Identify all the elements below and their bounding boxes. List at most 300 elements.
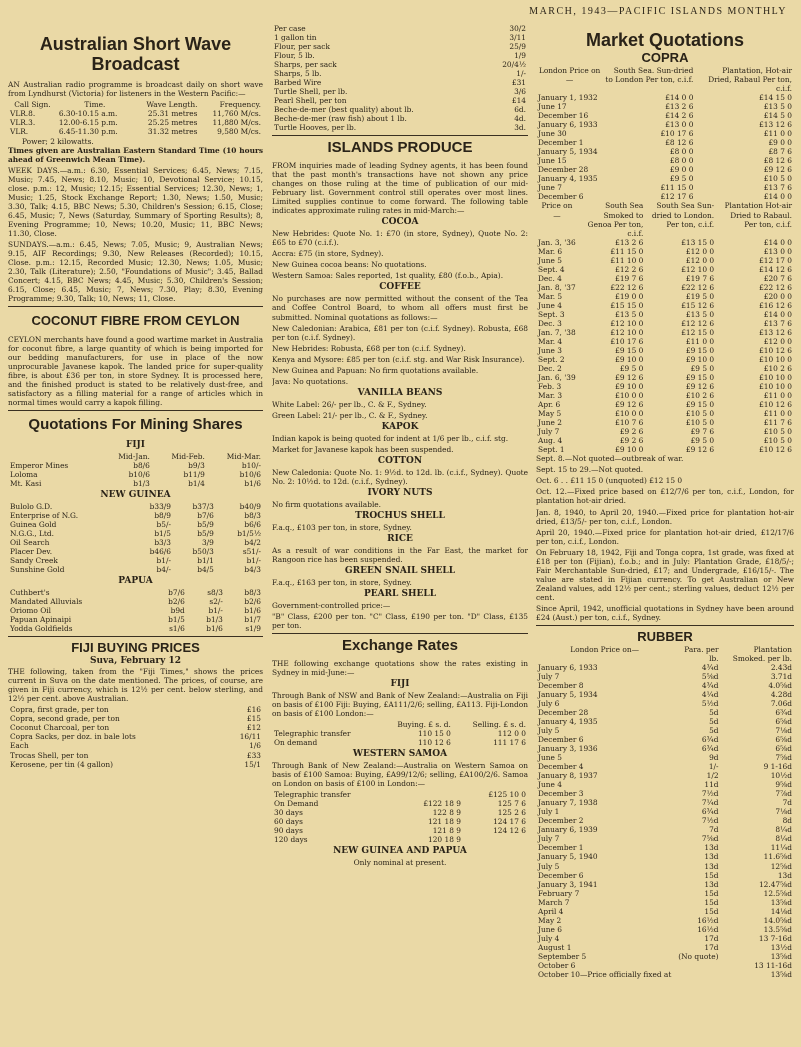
copra2-cell: £12 10 0 [610, 327, 644, 337]
running-title: MARCH, 1943—PACIFIC ISLANDS MONTHLY [529, 6, 787, 17]
mining-ng-cell: Oil Search [10, 538, 50, 548]
mining-ng-row [8, 529, 263, 538]
copra2-cell: £9 15 0 [685, 400, 715, 410]
mining-ng-cell: Sunshine Gold [10, 565, 65, 575]
shortwave-cell: 31.32 metres [147, 127, 198, 137]
copra2-cell: £10 2 6 [685, 391, 715, 401]
copra2-header [536, 201, 794, 237]
copra2-row [536, 328, 794, 337]
exchange-ws-row [272, 808, 528, 817]
copra2-row [536, 337, 794, 346]
copra1-cell: £8 0 0 [669, 156, 694, 166]
mining-table-fiji [8, 452, 263, 488]
copra1-cell: December 6 [538, 192, 584, 202]
fiji-prices-row [8, 741, 263, 750]
copra2-cell: £11 15 0 [610, 246, 644, 256]
rubber-cell: 13½d [770, 942, 792, 952]
copra2-cell: £13 7 6 [763, 318, 792, 328]
produce-text: Western Samoa: Sales reported, 1st quality, £80 (f.o.b., Apia). [272, 271, 504, 281]
copra2-cell: £12 10 0 [610, 318, 644, 328]
copra1-row [536, 156, 794, 165]
copra2-row [536, 238, 794, 247]
rubber-cell: January 5, 1940 [538, 852, 598, 862]
islands-produce-title: ISLANDS PRODUCE [327, 139, 473, 157]
copra2-cell: Dec. 2 [538, 364, 562, 374]
exchange-fiji-col-header: Selling. £ s. d. [472, 719, 526, 729]
rubber-cell: 6⅝d [775, 735, 792, 745]
exchange-fiji-row [272, 738, 528, 747]
fiji-prices-row [8, 723, 263, 732]
mining-ng-cell: s51/- [242, 547, 261, 557]
copra2-cell: Dec. 3 [538, 318, 562, 328]
copra2-cell: Mar. 5 [538, 291, 563, 301]
prices-top-cell: £14 [511, 96, 526, 106]
copra1-row [536, 174, 794, 183]
rubber-cell: 13⅝d [770, 951, 792, 961]
copra1-cell: £10 5 0 [763, 174, 792, 184]
exchange-ws-row [272, 790, 528, 799]
rubber-cell: December 6 [538, 735, 584, 745]
copra2-row [536, 427, 794, 436]
rubber-cell: 17d [704, 933, 719, 943]
fiji-prices-cell: Coconut Charcoal, per ton [10, 723, 110, 733]
rubber-cell: 6¾d [701, 744, 719, 754]
rubber-row [536, 690, 794, 699]
copra2-cell: £9 2 6 [619, 436, 644, 446]
rubber-cell: 13⅝d [770, 969, 792, 979]
rubber-cell: July 5 [538, 861, 560, 871]
exchange-fiji-heading: FIJI [390, 678, 410, 689]
market-title: Market Quotations [585, 30, 745, 50]
copra2-cell: Apr. 6 [538, 400, 561, 410]
rubber-row [536, 889, 794, 898]
copra1-cell: £13 0 0 [665, 120, 694, 130]
copra2-cell: £22 12 6 [759, 282, 792, 292]
mining-ng-cell: b4/- [156, 565, 171, 575]
mining-papua-cell: s1/6 [169, 624, 185, 634]
prices-top-row [272, 96, 528, 105]
rubber-cell: January 5, 1934 [538, 689, 598, 699]
mining-fiji-cell: b9/3 [188, 460, 205, 470]
mining-papua-cell: b1/6 [244, 606, 261, 616]
produce-heading: TROCHUS SHELL [355, 510, 445, 521]
rubber-cell: August 1 [538, 942, 572, 952]
rubber-cell: January 3, 1936 [538, 744, 598, 754]
mining-fiji-cell: b1/4 [188, 479, 205, 489]
copra2-cell: £16 12 6 [759, 300, 792, 310]
exchange-fiji-row [272, 729, 528, 738]
mining-papua-cell: Cuthbert's [10, 588, 50, 598]
prices-top-cell: Per case [274, 24, 306, 33]
rubber-row [536, 672, 794, 681]
exchange-fiji-header [272, 720, 528, 729]
prices-top-cell: 3d. [514, 123, 526, 133]
shortwave-cell: VLR.8. [10, 109, 36, 119]
prices-top-cell: 1 gallon tin [274, 33, 317, 43]
copra2-row [536, 409, 794, 418]
mining-ng-row [8, 547, 263, 556]
shortwave-weekdays: WEEK DAYS.—a.m.: 6.30, Essential Services; 6.45, News; 7.15, Music; 7.45, News; 8.10, Music; 10, Devotional Service; 10.15, close. p.m.: 12, Music; 12.15; Essential Services; 12.30, News; 1, Music; 1.25, Stock Exchange Report; 1.30, News; 1.50, Music; 3.30, Talk; 4.15, BBC News; 5.30, Children's Session; 6.15, Close; 6.45, Music; 7, News (Saturday, Summary of Sporting Results); 8, Evening Programme; 10, News; 10.20, Music; 11, BBC News; 11.30, Close. [8, 165, 263, 238]
copra2-cell: £10 17 6 [610, 336, 644, 346]
rubber-row [536, 753, 794, 762]
exchange-ws-cell [463, 835, 528, 844]
rubber-cell: 7½d [701, 789, 719, 799]
produce-heading: PEARL SHELL [363, 588, 437, 599]
rubber-row [536, 852, 794, 861]
shortwave-row [8, 118, 263, 127]
prices-top-cell: Beche-de-mer (best quality) about lb. [274, 105, 414, 115]
rubber-cell: 15d [704, 897, 719, 907]
copra1-col-header: South Sea. Sun-dried to London Per ton, c.i.f. [605, 66, 694, 85]
shortwave-cell: 11,760 M/cs. [212, 109, 261, 119]
mining-fiji-cell: b1/3 [133, 479, 150, 489]
rubber-cell: 8d [782, 816, 792, 826]
rubber-cell: June 5 [538, 753, 562, 763]
exchange-ws-row [272, 826, 528, 835]
exchange-ws-cell: 125 7 6 [497, 799, 526, 809]
copra1-cell: December 1 [538, 138, 584, 148]
copra1-cell: December 28 [538, 165, 589, 175]
produce-text: No firm quotations available. [272, 499, 382, 509]
copra2-cell: £12 0 0 [685, 246, 715, 256]
prices-top-cell: Beche-de-mer (raw fish) about 1 lb. [274, 114, 407, 124]
copra2-cell: £9 12 6 [685, 382, 715, 392]
mining-ng-row [8, 502, 263, 511]
copra1-cell: £14 0 0 [763, 192, 792, 202]
mining-papua-cell: b1/3 [206, 615, 223, 625]
rubber-cell: 7¼d [701, 798, 719, 808]
produce-heading: RICE [387, 533, 413, 544]
rubber-cell: 6¾d [701, 735, 719, 745]
mining-papua-cell: b1/6 [206, 624, 223, 634]
copra-note: Sept. 8.—Not quoted—outbreak of war. [536, 454, 684, 464]
produce-text: New Caledonia: Quote No. 1: 9½d. to 12d. lb. (c.i.f., Sydney). Quote No. 2: 10½d. to 12d. (c.i.f., Sydney). [272, 467, 528, 486]
exchange-ws-row [272, 835, 528, 844]
prices-top-cell: Turtle Shell, per lb. [274, 87, 348, 97]
rubber-cell: 13d [704, 861, 719, 871]
rubber-cell: March 7 [538, 897, 570, 907]
copra2-cell: £12 2 6 [615, 264, 644, 274]
mining-ng-row [8, 565, 263, 574]
produce-text: New Hebrides: Robusta, £68 per ton (c.i.f. Sydney). [272, 343, 466, 353]
produce-text: White Label: 26/- per lb., C. & F., Sydney. [272, 399, 427, 409]
rubber-cell: June 4 [538, 780, 562, 790]
rubber-cell: December 28 [538, 707, 589, 717]
rubber-col-header: Para. per lb. [684, 644, 719, 663]
copra2-cell: Feb. 3 [538, 382, 562, 392]
exchange-ws-cell: Telegraphic transfer [274, 790, 351, 799]
produce-heading: IVORY NUTS [367, 487, 433, 498]
rubber-cell: December 3 [538, 789, 584, 799]
copra1-cell: £13 12 6 [759, 120, 792, 130]
rubber-cell: 7d [782, 798, 792, 808]
mining-ng-cell: b40/9 [239, 502, 261, 512]
copra-note: Jan. 8, 1940, to April 20, 1940.—Fixed price for plantation hot-air dried, £13/5/- per ton, c.i.f., London. [536, 507, 794, 526]
shortwave-header [8, 100, 263, 109]
copra1-cell: January 1, 1932 [538, 93, 598, 103]
copra-note: Oct. 12.—Fixed price based on £12/7/6 per ton, c.i.f., London, for plantation hot-air dried. [536, 487, 794, 506]
mining-fiji-cell: Loloma [10, 470, 38, 479]
copra2-cell: £9 15 0 [685, 345, 715, 355]
copra2-row [536, 445, 794, 454]
rubber-cell: 3.71d [770, 671, 792, 681]
mining-ng-cell: Placer Dev. [10, 547, 53, 557]
copra1-row [536, 165, 794, 174]
copra2-cell: £9 12 6 [615, 373, 644, 383]
fiji-prices-cell: £12 [246, 723, 261, 733]
prices-top-cell: Sharps, per sack [274, 60, 337, 70]
mining-fiji-cell: b10/6 [239, 470, 261, 479]
copra2-row [536, 265, 794, 274]
rubber-row [536, 780, 794, 789]
mining-fiji-col-header: Mid-Feb. [171, 451, 205, 461]
produce-text: Green Label: 21/- per lb., C. & F., Sydney. [272, 410, 428, 420]
mining-ng-row [8, 538, 263, 547]
copra2-cell: £14 12 6 [759, 264, 792, 274]
copra2-cell: Jan. 8, '37 [538, 282, 576, 292]
mining-ng-cell: b4/2 [244, 538, 261, 548]
rubber-row [536, 952, 794, 961]
copra1-cell: June 7 [538, 183, 562, 193]
rubber-cell: July 7 [538, 834, 560, 844]
copra2-cell: £10 5 0 [763, 436, 792, 446]
fiji-prices-cell: Kerosene, per tin (4 gallon) [10, 759, 113, 769]
mining-ng-cell: b1/5½ [237, 529, 261, 539]
prices-top-row [272, 114, 528, 123]
mining-ng-cell: b1/1 [197, 556, 214, 566]
rubber-row [536, 735, 794, 744]
copra2-row [536, 400, 794, 409]
produce-text: New Guinea cocoa beans: No quotations. [272, 260, 427, 270]
prices-top-cell: 20/4½ [502, 60, 526, 70]
shortwave-row [8, 109, 263, 118]
copra1-cell: £8 0 0 [669, 147, 694, 157]
exchange-ws-row [272, 799, 528, 808]
copra1-cell: £14 15 0 [759, 93, 792, 103]
mining-papua-cell: b2/6 [244, 597, 261, 607]
copra1-cell: £13 5 0 [763, 102, 792, 112]
mining-papua-cell: s1/9 [245, 624, 261, 634]
rubber-cell: July 6 [538, 698, 560, 708]
rubber-row [536, 934, 794, 943]
exchange-ws-cell: On Demand [274, 799, 319, 809]
rubber-row [536, 880, 794, 889]
copra2-cell: Jan. 7, '38 [538, 327, 576, 337]
exchange-ws-cell: 122 8 9 [432, 808, 461, 818]
copra2-cell: May 5 [538, 409, 562, 419]
prices-top-cell: Sharps, 5 lb. [274, 69, 322, 79]
copra1-cell: £9 12 6 [763, 165, 792, 175]
rubber-cell [673, 961, 720, 970]
rubber-cell [673, 970, 720, 979]
copra2-cell: Dec. 4 [538, 273, 562, 283]
rubber-row [536, 807, 794, 816]
copra-note: April 20, 1940.—Fixed price for plantation hot-air dried, £12/17/6 per ton, c.i.f., London. [536, 527, 794, 546]
exchange-fiji-cell: On demand [274, 737, 318, 747]
prices-top-cell: Flour, 5 lb. [274, 51, 315, 61]
rubber-cell: January 6, 1933 [538, 662, 598, 672]
mining-fiji-col-header: Mid-Jan. [118, 451, 150, 461]
rubber-cell: 5⅝d [701, 671, 719, 681]
copra2-cell: £12 0 0 [685, 255, 715, 265]
exchange-ws-heading: WESTERN SAMOA [352, 748, 448, 759]
rubber-cell: April 4 [538, 906, 564, 916]
copra1-row [536, 93, 794, 102]
copra2-cell: June 5 [538, 255, 562, 265]
fiji-prices-cell: Each [10, 741, 29, 751]
rubber-cell: 14⅛d [770, 906, 792, 916]
rubber-row [536, 789, 794, 798]
rubber-cell: 15d [704, 888, 719, 898]
rubber-cell: 11.6⅝d [763, 852, 792, 862]
mining-papua-cell: Mandated Alluvials [10, 597, 83, 607]
rubber-cell: 7⅝d [701, 834, 719, 844]
rubber-row [536, 762, 794, 771]
copra2-cell: £12 10 0 [681, 264, 715, 274]
mining-ng-row [8, 556, 263, 565]
copra1-cell: £14 0 0 [665, 93, 694, 103]
copra2-cell: £9 5 0 [690, 436, 715, 446]
rubber-row [536, 726, 794, 735]
mining-papua-heading: PAPUA [118, 576, 153, 587]
shortwave-power: Power; 2 kilowatts. [22, 136, 94, 146]
rubber-cell: 13 7-16d [758, 933, 792, 943]
copra2-cell: £13 12 6 [759, 327, 792, 337]
rubber-cell: 13d [777, 870, 792, 880]
copra2-cell: £19 7 6 [685, 273, 715, 283]
exchange-ws-cell: 121 8 9 [432, 826, 461, 836]
column-middle [272, 24, 528, 1042]
rubber-row [536, 798, 794, 807]
shortwave-cell: 6.45-11.30 p.m. [58, 127, 118, 137]
copra1-cell: £10 17 6 [660, 129, 694, 139]
rubber-cell: July 1 [538, 807, 560, 817]
exchange-ngp-heading: NEW GUINEA AND PAPUA [333, 846, 467, 857]
prices-top-cell: 25/9 [509, 42, 526, 52]
shortwave-table [8, 100, 263, 136]
mining-papua-cell: Papuan Apinaipi [10, 615, 72, 625]
exchange-ws-cell: 90 days [274, 826, 303, 836]
copra2-row [536, 391, 794, 400]
copra2-row [536, 418, 794, 427]
rubber-cell: January 7, 1938 [538, 798, 598, 808]
copra-table-1 [536, 66, 794, 201]
prices-top-cell: Turtle Hooves, per lb. [274, 123, 357, 133]
mining-fiji-col-header [8, 452, 100, 461]
fiji-prices-cell: £15 [246, 714, 261, 724]
rubber-row [536, 898, 794, 907]
rubber-cell: 7½d [701, 816, 719, 826]
rubber-cell: January 4, 1935 [538, 717, 598, 726]
exchange-fiji-cell: 112 0 0 [497, 728, 526, 738]
copra-note: On February 18, 1942, Fiji and Tonga copra, 1st grade, was fixed at £18 per ton (Fijian), f.o.b.; and in July: Plantation Grade, £18/5/-; Fair Merchantable Sun-dried, £17; and Undergrade, £16/15/-. The value are stated in Fijian currency. To get Australian or New Zealand values, add 12½ per cent.; sterling values, deduct 12½ per cent. [536, 547, 794, 602]
rubber-cell: 11d [704, 780, 719, 790]
exchange-ws-table [272, 790, 528, 844]
prices-top-table [272, 24, 528, 132]
mining-ng-cell: b1/- [246, 556, 261, 566]
prices-top-row [272, 60, 528, 69]
prices-top-row [272, 69, 528, 78]
rubber-cell: May 2 [538, 915, 562, 925]
rubber-row [536, 961, 794, 970]
fiji-prices-date: Suva, February 12 [89, 656, 182, 667]
copra2-cell: £14 0 0 [763, 309, 792, 319]
prices-top-row [272, 87, 528, 96]
copra2-cell: £15 15 0 [610, 300, 644, 310]
fiji-prices-cell: 1/6 [249, 741, 261, 751]
copra1-row [536, 111, 794, 120]
exchange-ws-cell: 60 days [274, 817, 303, 827]
mining-ng-cell: Sandy Creek [10, 556, 58, 566]
shortwave-cell: VLR. [10, 127, 29, 137]
mining-ng-cell: b5/9 [197, 520, 214, 530]
copra2-row [536, 319, 794, 328]
copra1-cell: £14 2 6 [665, 111, 694, 121]
copra1-row [536, 102, 794, 111]
mining-papua-row [8, 597, 263, 606]
copra2-cell: £10 10 0 [759, 355, 792, 365]
mining-fiji-cell: b8/6 [133, 460, 150, 470]
mining-papua-cell: b1/7 [244, 615, 261, 625]
copra2-cell: £9 12 6 [685, 445, 715, 455]
rubber-row [536, 708, 794, 717]
rubber-cell: 7⅛d [775, 726, 792, 736]
mining-ng-cell: 3/9 [201, 538, 214, 548]
rubber-table [536, 645, 794, 979]
mining-ng-row [8, 511, 263, 520]
shortwave-cell: 25.25 metres [147, 118, 198, 128]
mining-papua-row [8, 615, 263, 624]
shortwave-row [8, 127, 263, 136]
mining-ng-cell: b37/3 [192, 502, 214, 512]
rubber-cell: 5d [709, 726, 719, 736]
copra2-row [536, 301, 794, 310]
mining-ng-cell: Enterprise of N.G. [10, 511, 79, 521]
prices-top-row [272, 123, 528, 132]
rubber-cell: July 5 [538, 726, 560, 736]
copra1-row [536, 147, 794, 156]
column-right [536, 24, 794, 1042]
rubber-cell: 9⅝d [775, 780, 792, 790]
copra1-cell: January 6, 1933 [538, 120, 598, 130]
coconut-title: COCONUT FIBRE FROM CEYLON [31, 313, 240, 329]
exchange-fiji-cell: Telegraphic transfer [274, 728, 351, 738]
exchange-ws-text: Through Bank of New Zealand:—Australia on Western Samoa on basis of £100 Samoa: Buying, £A99/12/6; selling, £A100/2/6. Samoa on London on basis of £100 in London:— [272, 760, 528, 788]
rubber-cell: December 2 [538, 816, 584, 826]
produce-heading: COFFEE [379, 282, 421, 293]
rubber-cell: 14.0⅝d [763, 915, 792, 925]
copra1-cell: January 5, 1934 [538, 147, 598, 157]
prices-top-row [272, 105, 528, 114]
fiji-prices-cell: 15/1 [244, 759, 261, 769]
copra2-cell: Mar. 6 [538, 246, 563, 256]
rubber-col-header: Plantation Smoked. per lb. [732, 644, 792, 663]
mining-ng-cell: b33/9 [149, 502, 171, 512]
rubber-cell: 7⅛d [775, 807, 792, 817]
copra-notes [536, 454, 794, 622]
rubber-cell: February 7 [538, 888, 580, 898]
fiji-prices-cell: £16 [246, 705, 261, 715]
copra2-cell: £22 12 6 [610, 282, 644, 292]
mining-ng-cell: Guinea Gold [10, 520, 57, 530]
produce-text: Kenya and Mysore: £85 per ton (c.i.f. stg. and War Risk Insurance). [272, 354, 525, 364]
rubber-cell: 5½d [701, 698, 719, 708]
mining-fiji-heading: FIJI [125, 439, 146, 450]
exchange-ws-cell [398, 790, 463, 799]
copra2-row [536, 436, 794, 445]
prices-top-cell: 3/11 [509, 33, 526, 43]
exchange-ws-cell: £125 10 0 [488, 790, 526, 799]
